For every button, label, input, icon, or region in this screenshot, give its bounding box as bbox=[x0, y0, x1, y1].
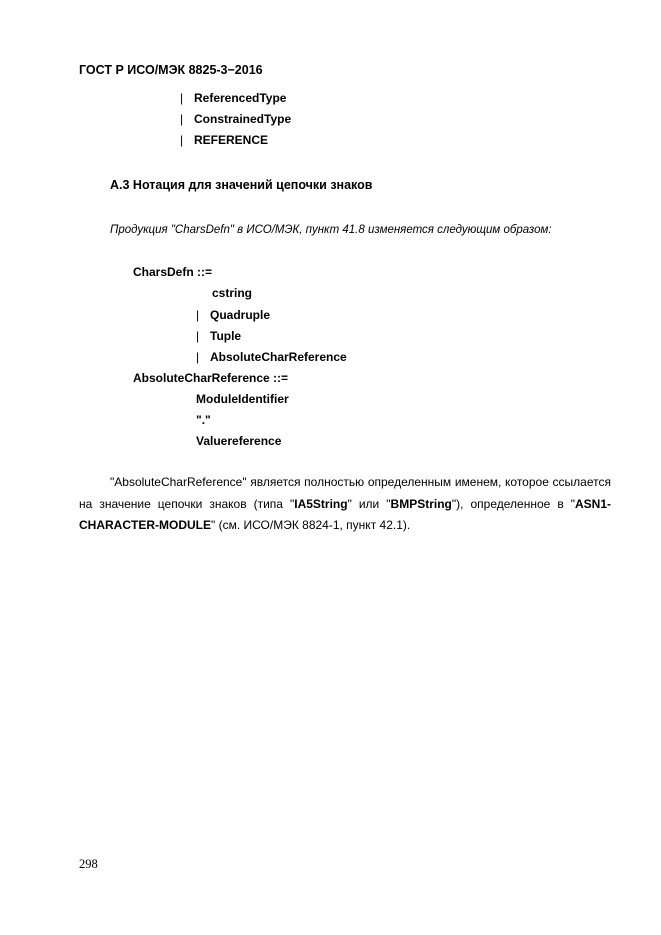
alternative-name: Quadruple bbox=[210, 308, 271, 322]
alternative-reference bbox=[180, 133, 268, 147]
ia5string-term: IA5String bbox=[294, 496, 348, 511]
dot-separator: "." bbox=[196, 413, 211, 427]
cstring-alternative: cstring bbox=[212, 286, 253, 300]
alternative-bar: | bbox=[196, 308, 200, 322]
alternative-name: Tuple bbox=[210, 329, 242, 343]
alternative-bar: | bbox=[196, 329, 200, 343]
bmpstring-term: BMPString bbox=[390, 496, 452, 511]
alternative-bar: | bbox=[180, 112, 184, 126]
alternative-name: ReferencedType bbox=[194, 91, 287, 105]
alternative-bar: | bbox=[180, 91, 184, 105]
page-number: 298 bbox=[79, 857, 98, 871]
absolute-char-reference-production: AbsoluteCharReference ::= bbox=[133, 371, 289, 385]
value-reference: Valuereference bbox=[196, 434, 282, 448]
alternative-bar: | bbox=[180, 133, 184, 147]
alternative-name: AbsoluteCharReference bbox=[210, 350, 347, 364]
chars-defn-production: CharsDefn ::= bbox=[133, 265, 213, 279]
module-identifier: ModuleIdentifier bbox=[196, 392, 289, 406]
alternative-constrained-type bbox=[180, 112, 291, 126]
document-header: ГОСТ Р ИСО/МЭК 8825-3−2016 bbox=[79, 63, 263, 77]
paragraph-text: " или " bbox=[347, 496, 391, 511]
alternative-name: ConstrainedType bbox=[194, 112, 292, 126]
alternative-quadruple bbox=[196, 308, 270, 322]
intro-text: Продукция "CharsDefn" в ИСО/МЭК, пункт 41.8 изменяется следующим образом: bbox=[110, 224, 552, 236]
alternative-name: REFERENCE bbox=[194, 133, 269, 147]
paragraph-text: "AbsoluteCharReference" является полностью определенным именем, которое ссылается на значение цепочки знаков (типа " bbox=[79, 475, 611, 511]
asn1-character-module-term: ASN1-CHARACTER-MODULE bbox=[79, 496, 611, 532]
body-paragraph bbox=[79, 472, 611, 537]
section-heading: A.3 Нотация для значений цепочки знаков bbox=[110, 178, 373, 192]
alternative-absolute-char-reference bbox=[196, 350, 347, 364]
paragraph-text: " (см. ИСО/МЭК 8824-1, пункт 42.1). bbox=[211, 518, 411, 532]
alternative-referenced-type bbox=[180, 91, 286, 105]
paragraph-text: "), определенное в " bbox=[451, 496, 575, 511]
alternative-bar: | bbox=[196, 350, 200, 364]
alternative-tuple bbox=[196, 329, 241, 343]
